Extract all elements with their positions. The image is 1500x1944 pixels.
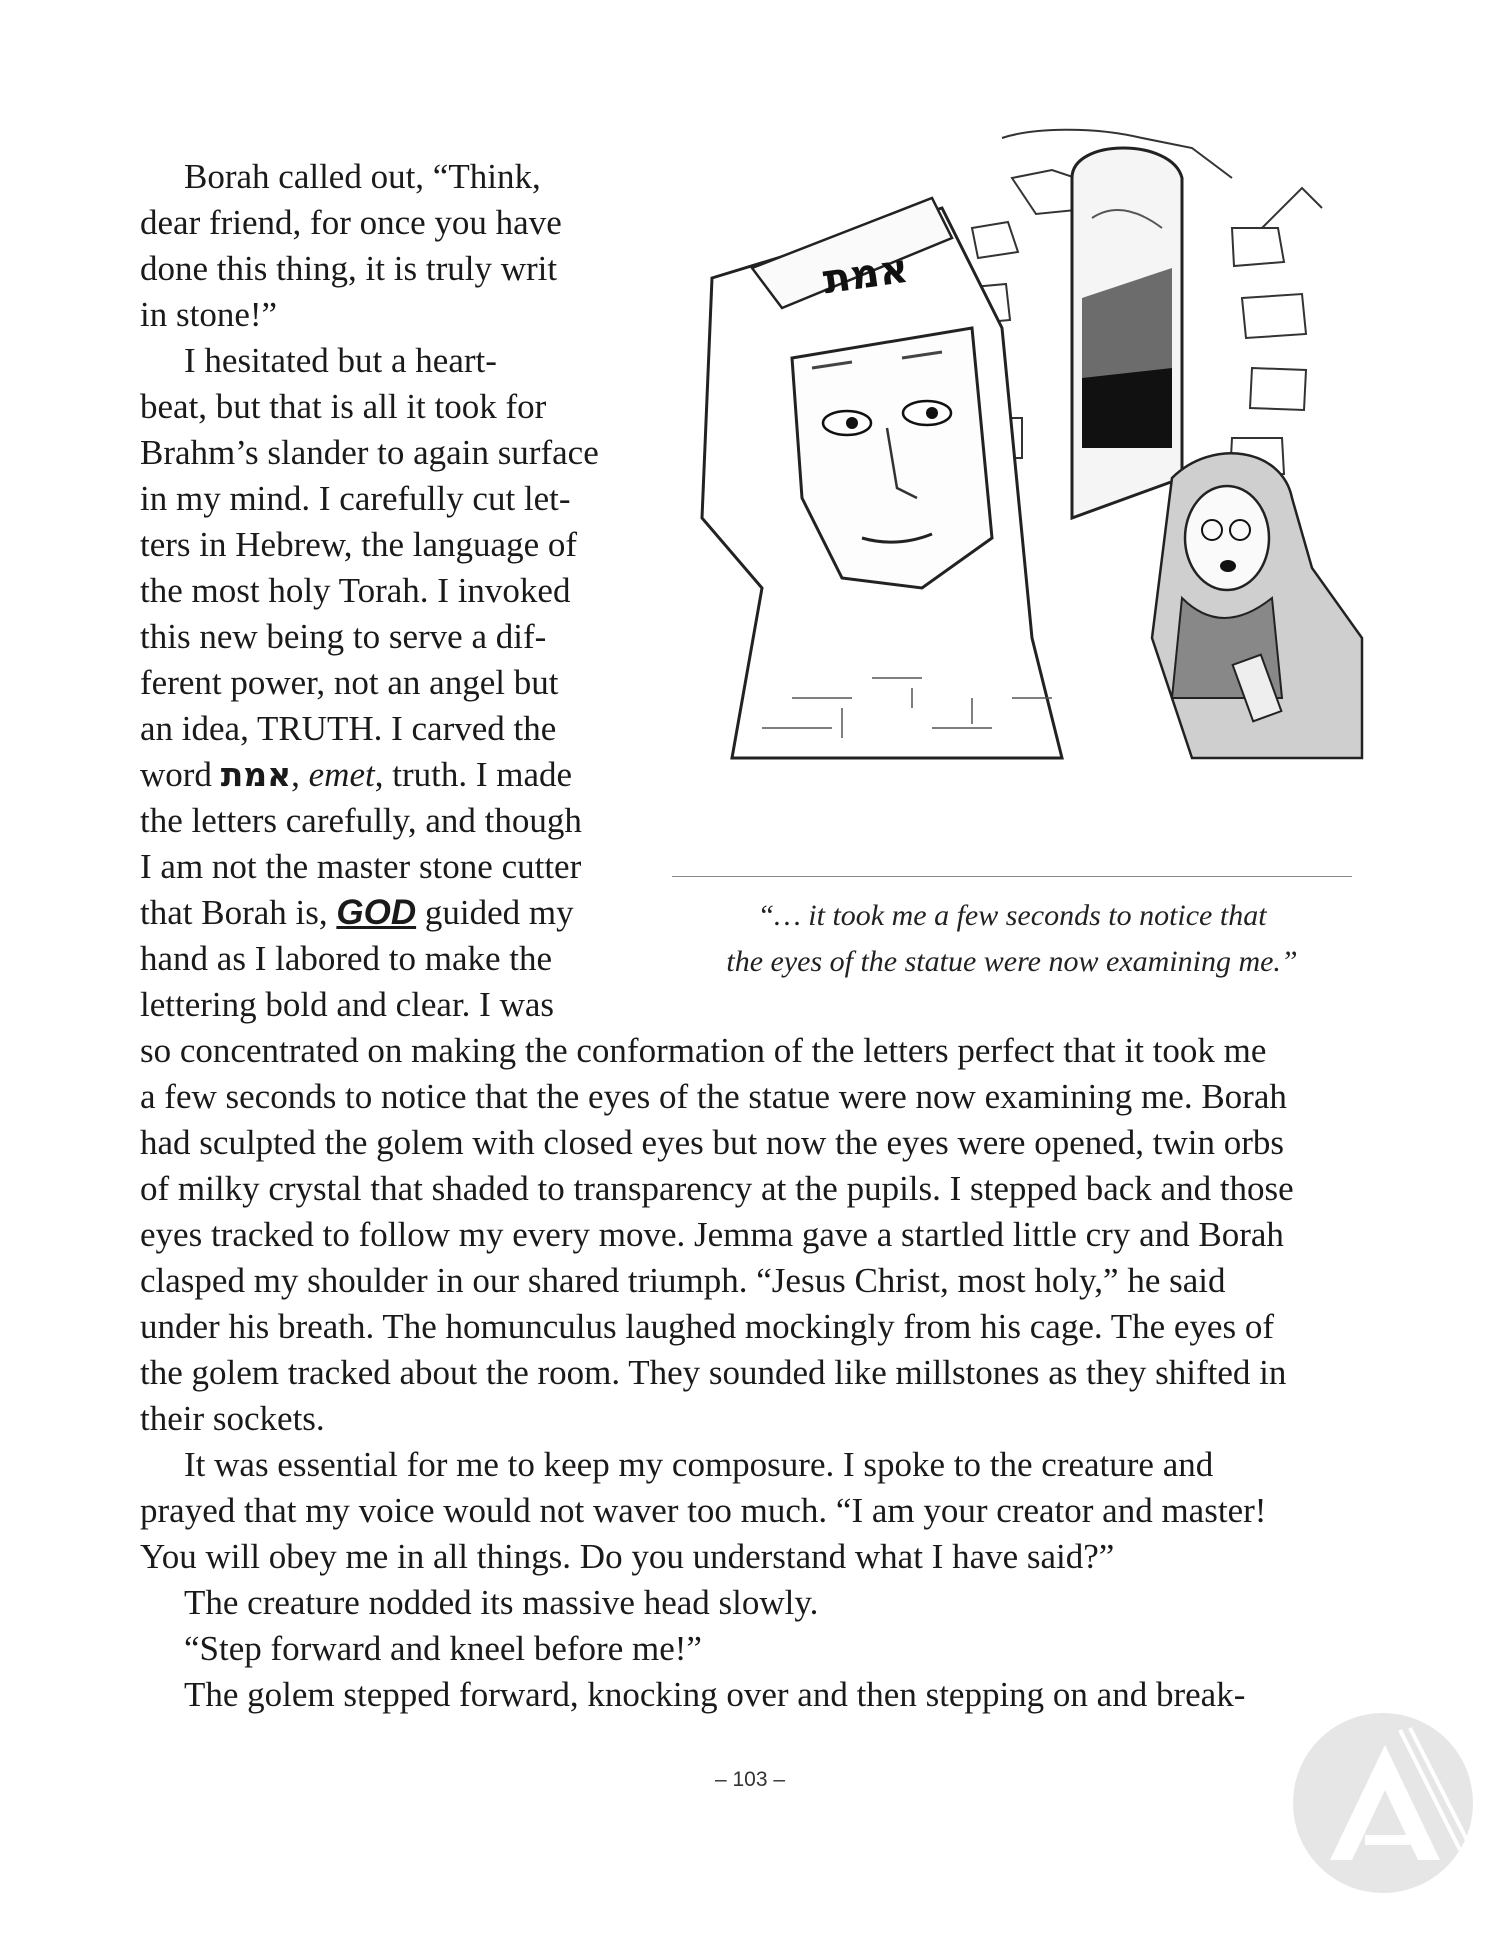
paragraph-line: this new being to serve a dif- — [140, 617, 547, 656]
text-run: , truth. I made — [374, 755, 573, 794]
paragraph-line: done this thing, it is truly writ — [140, 249, 558, 288]
paragraph-line: their sockets. — [140, 1399, 325, 1438]
paragraph-line: ters in Hebrew, the language of — [140, 525, 578, 564]
emet-word: emet — [308, 755, 375, 794]
paragraph-line: The creature nodded its massive head slowly. — [184, 1583, 819, 1622]
text-run: that Borah is, — [140, 893, 337, 932]
paragraph-line: under his breath. The homunculus laughed mockingly from his cage. The eyes of — [140, 1307, 1274, 1346]
paragraph-line: The golem stepped forward, knocking over and then stepping on and break- — [184, 1675, 1246, 1714]
headband-hebrew: אמת — [820, 245, 912, 304]
paragraph-line: “Step forward and kneel before me!” — [184, 1629, 702, 1668]
paragraph-line: You will obey me in all things. Do you understand what I have said?” — [140, 1537, 1115, 1576]
text-run: guided my — [416, 893, 574, 932]
publisher-logo-icon — [1290, 1710, 1476, 1896]
paragraph-line: lettering bold and clear. I was — [140, 985, 555, 1024]
hebrew-word: אמת — [220, 755, 292, 794]
paragraph-line: an idea, TRUTH. I carved the — [140, 709, 557, 748]
paragraph-line: ferent power, not an angel but — [140, 663, 559, 702]
window — [1072, 148, 1182, 518]
golem-illustration — [672, 118, 1368, 846]
paragraph-line: in stone!” — [140, 295, 278, 334]
old-man-figure — [1152, 453, 1362, 758]
paragraph-line: the most holy Torah. I invoked — [140, 571, 571, 610]
paragraph-line: prayed that my voice would not waver too much. “I am your creator and master! — [140, 1491, 1267, 1530]
paragraph-line: the golem tracked about the room. They sounded like millstones as they shifted in — [140, 1353, 1287, 1392]
paragraph-line: Brahm’s slander to again surface — [140, 433, 599, 472]
paragraph-line: so concentrated on making the conformation of the letters perfect that it took me — [140, 1031, 1267, 1070]
paragraph-line-with-god — [140, 890, 574, 936]
paragraph-line: the letters carefully, and though — [140, 801, 582, 840]
paragraph-line: of milky crystal that shaded to transparency at the pupils. I stepped back and those — [140, 1169, 1294, 1208]
page-number: – 103 – — [714, 1768, 786, 1791]
paragraph-line: eyes tracked to follow my every move. Jemma gave a startled little cry and Borah — [140, 1215, 1284, 1254]
paragraph-line: It was essential for me to keep my composure. I spoke to the creature and — [184, 1445, 1214, 1484]
paragraph-line: hand as I labored to make the — [140, 939, 553, 978]
paragraph-line: had sculpted the golem with closed eyes but now the eyes were opened, twin orbs — [140, 1123, 1285, 1162]
paragraph-line: in my mind. I carefully cut let- — [140, 479, 571, 518]
figure-caption-line: the eyes of the statue were now examining me.” — [726, 945, 1298, 978]
paragraph-line-with-hebrew — [140, 752, 572, 798]
paragraph-line: clasped my shoulder in our shared triumph. “Jesus Christ, most holy,” he said — [140, 1261, 1226, 1300]
god-word: GOD — [336, 893, 417, 932]
golem-figure — [702, 198, 1062, 758]
caption-rule — [672, 876, 1352, 877]
paragraph-line: Borah called out, “Think, — [184, 157, 541, 196]
paragraph-line: dear friend, for once you have — [140, 203, 562, 242]
text-run: word — [140, 755, 221, 794]
paragraph-line: a few seconds to notice that the eyes of the statue were now examining me. Borah — [140, 1077, 1287, 1116]
figure-caption-line: “… it took me a few seconds to notice that — [757, 899, 1267, 932]
paragraph-line: beat, but that is all it took for — [140, 387, 547, 426]
text-run: , — [291, 755, 309, 794]
paragraph-line: I am not the master stone cutter — [140, 847, 582, 886]
paragraph-line: I hesitated but a heart- — [184, 341, 497, 380]
